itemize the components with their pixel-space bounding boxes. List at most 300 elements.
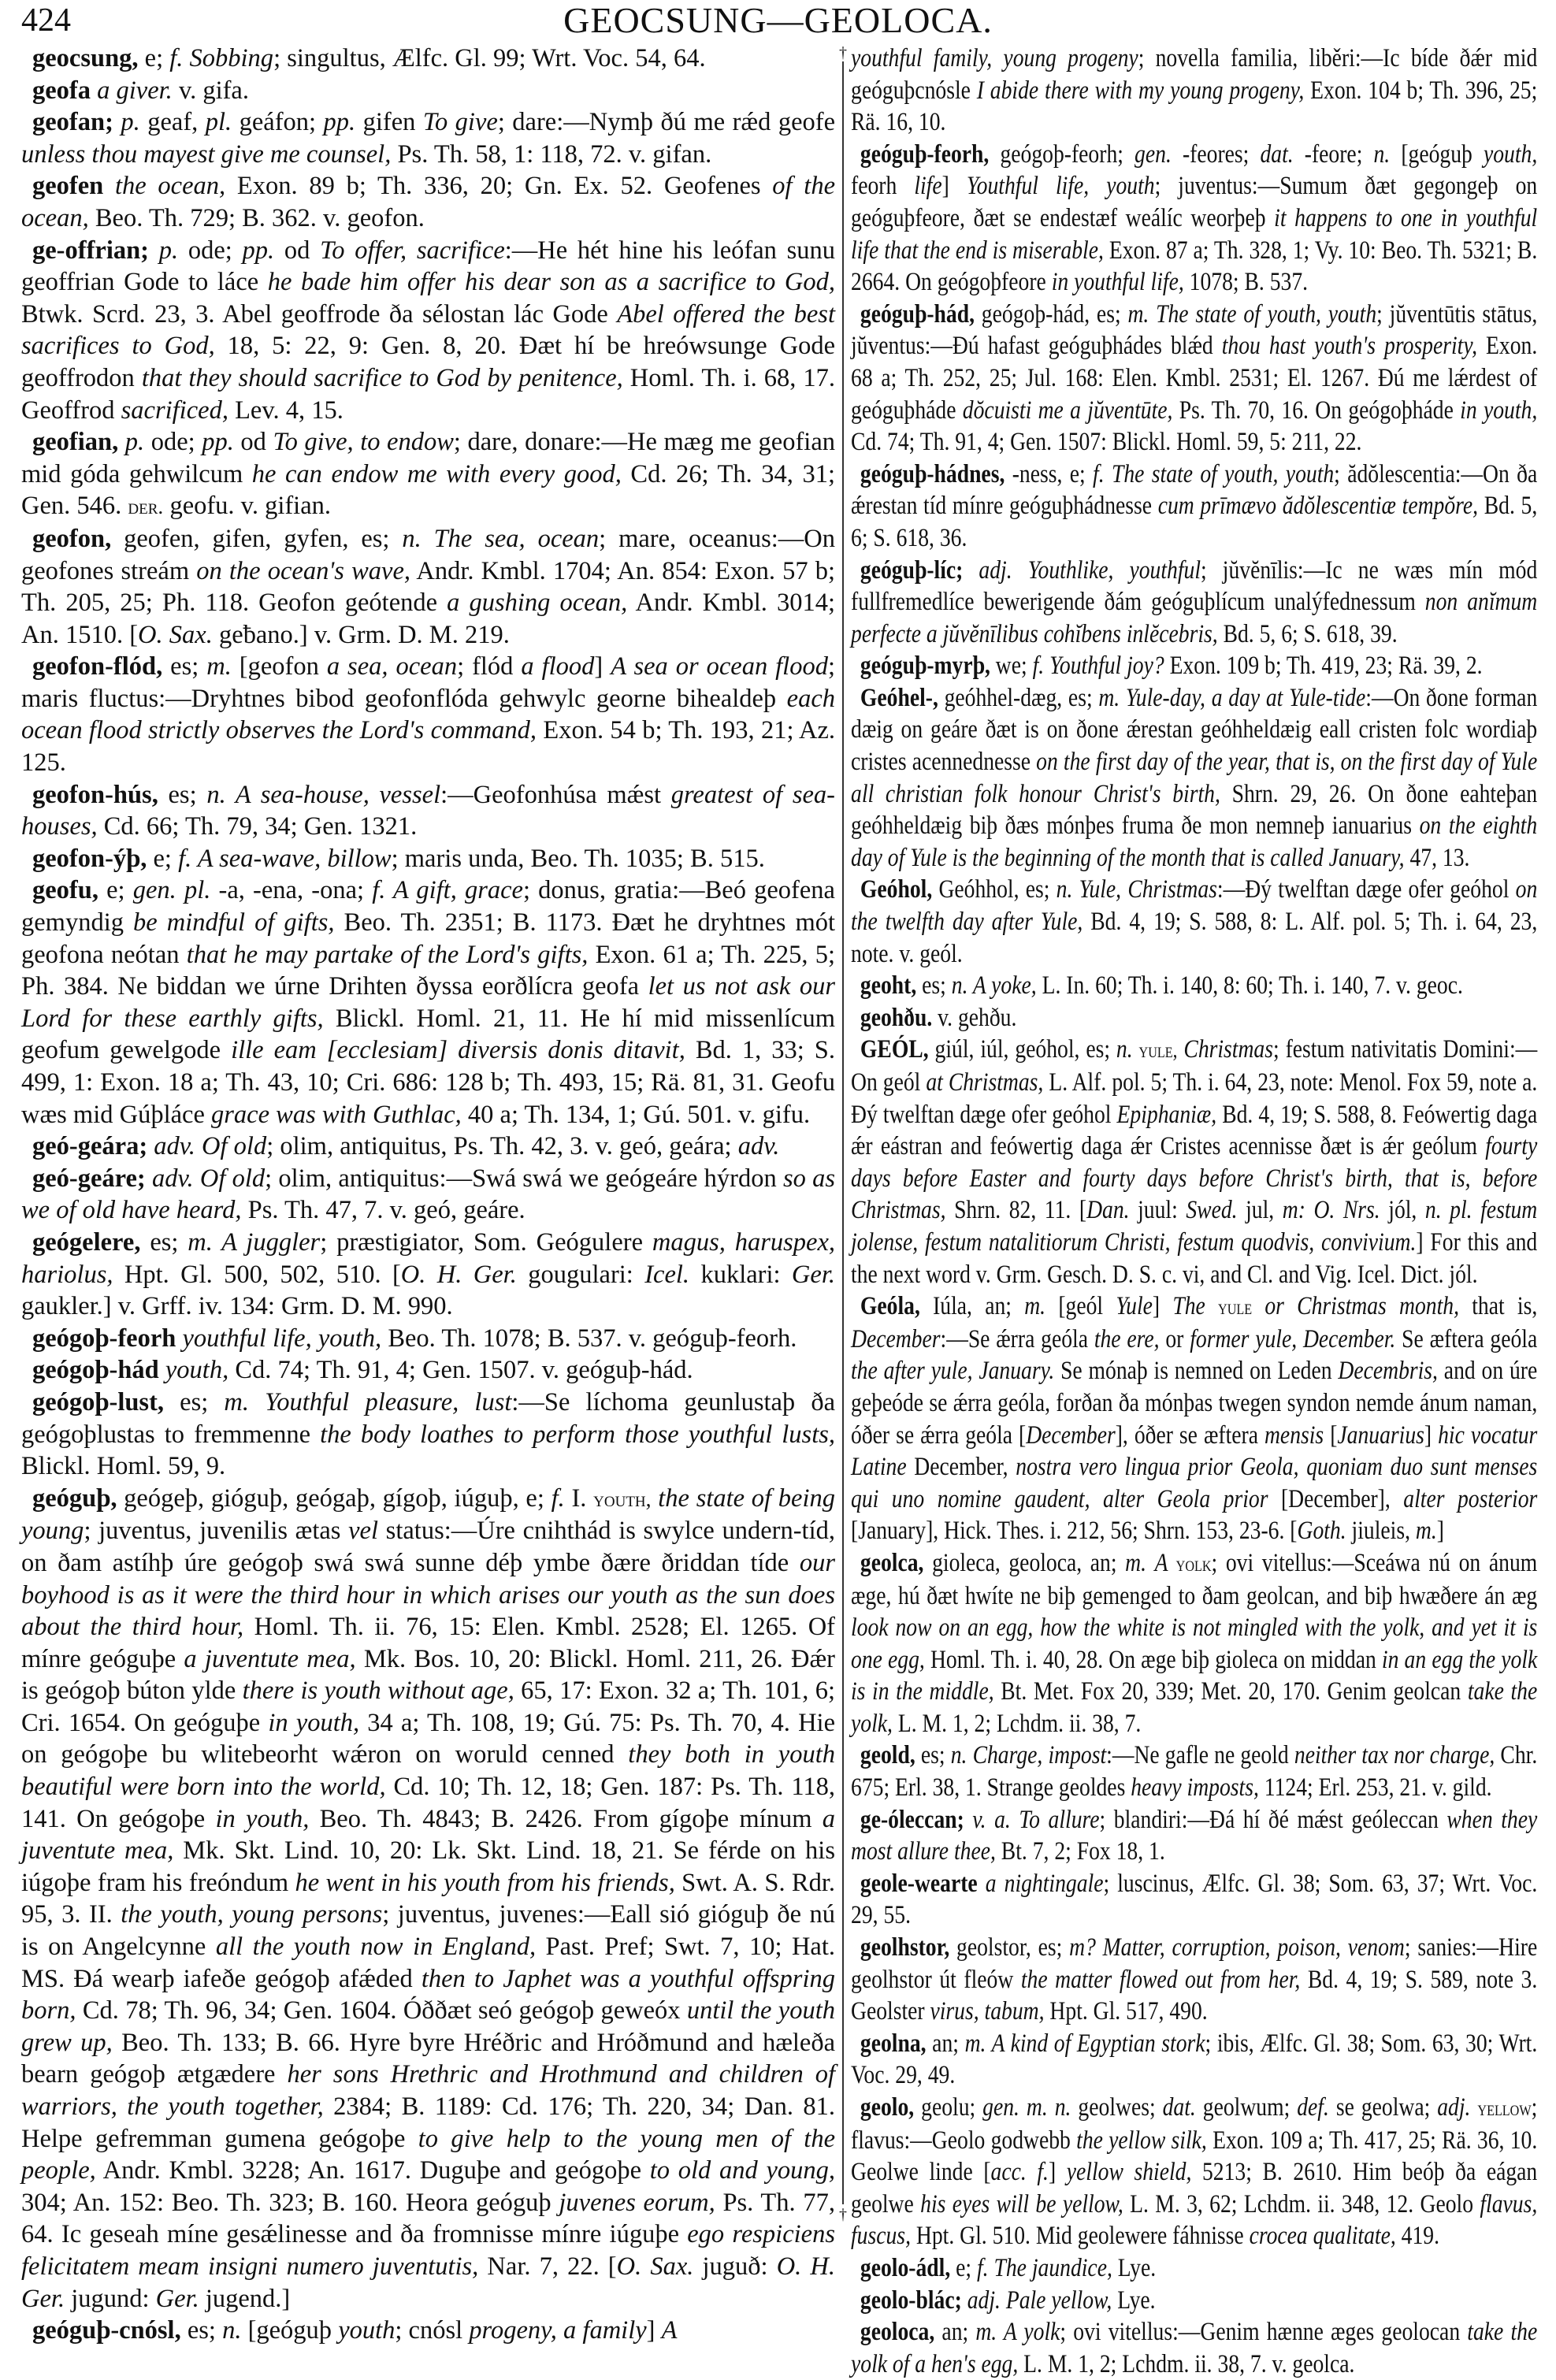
entry-text: ode;	[178, 236, 243, 265]
entry-text: Exon. 61 a; Th. 225, 5; Ph. 384. Ne biddan we úrne Drihten ðyssa eorðlícra geofa	[21, 940, 835, 1001]
entry-text: Homl. Th. ii. 76, 15: Elen. Kmbl. 2528; El. 1265. Of mínre geóguþe	[21, 1613, 835, 1673]
entry-text: Cd. 26; Th. 34, 31; Gen. 546.	[21, 459, 835, 521]
entry-text: ; festum nativitatis Domini:—On geól	[851, 1035, 1538, 1097]
gloss-text: so as we of old have heard,	[21, 1164, 836, 1225]
entry-text: juguð:	[693, 2252, 777, 2281]
gloss-text: Ger.	[155, 2284, 199, 2313]
gloss-text: ille eam [ecclesiam] diversis donis ditavit,	[231, 1036, 685, 1065]
entry-text: Bd. 4, 19; S. 589, note 3. Geolster	[851, 1965, 1538, 2026]
entry-text: Beo. Th. 1078; B. 537. v. geóguþ-feorh.	[381, 1324, 797, 1353]
entry-text: Se mónaþ is nemned on Leden	[1054, 1357, 1339, 1386]
gloss-text: adj. Youthlike, youthful	[963, 555, 1201, 585]
entry-text: 65, 17: Exon. 32 a; Th. 101, 6; Cri. 1654. On geóguþe	[21, 1676, 835, 1737]
dictionary-entry	[851, 970, 1537, 1002]
gloss-text: m.	[206, 652, 232, 681]
headword: geofian,	[32, 428, 119, 457]
entry-text: geógoþ-hád, es;	[974, 299, 1128, 329]
gloss-text: our boyhood is as it were the third hour in which arises our youth as the sun does about the third hour,	[21, 1548, 835, 1642]
headword: geógoþ-hád	[32, 1356, 159, 1385]
entry-text: ]	[594, 652, 611, 681]
entry-text: Cd. 78; Th. 96, 34; Gen. 1604. Óððæt seó geógoþ geweóx	[76, 1996, 687, 2025]
entry-text: Lye.	[1112, 2253, 1157, 2282]
entry-text: Beo. Th. 133; B. 66. Hyre byre Hréðric and Hróðmund and hæleða bearn geógoþ ætgædere	[21, 2028, 836, 2089]
headword: geofan;	[32, 108, 113, 137]
entry-text: ]	[1048, 2158, 1067, 2187]
gloss-text: on the ocean's wave,	[196, 556, 410, 585]
dictionary-entry	[851, 1804, 1537, 1868]
headword: geóguþ-hádnes,	[860, 459, 1005, 488]
headword: ge-offrian;	[32, 236, 149, 265]
entry-text: geolstor, es;	[949, 1933, 1070, 1962]
gloss-text: m.	[1415, 1517, 1437, 1546]
entry-text: L. Alf. pol. 5; Th. i. 64, 23, note: Menol. Fox 59, note a. Ðý twelftan dæge ofer geóhol	[851, 1068, 1538, 1129]
entry-text: jugund:	[65, 2284, 156, 2313]
gloss-text: to give help to the young men of the people,	[21, 2124, 836, 2185]
entry-text: ]	[1424, 1420, 1439, 1450]
divider-ornament-bottom: †	[839, 2206, 847, 2223]
entry-text: [geóguþ	[1390, 139, 1484, 169]
right-column	[851, 43, 1537, 2380]
entry-text: geƀano.] v. Grm. D. M. 219.	[212, 620, 510, 649]
entry-text: 1078; B. 537.	[1183, 268, 1309, 297]
entry-text: Cd. 10; Th. 12, 18; Gen. 187: Ps. Th. 118, 141. On geógoþe	[21, 1773, 835, 1833]
gloss-text: n.	[1116, 1035, 1133, 1064]
entry-text: ], óðer se æftera	[1115, 1420, 1264, 1450]
entry-text: ]	[941, 172, 967, 201]
entry-text: geáfon;	[232, 108, 324, 137]
gloss-text: non anĭmum perfecte a jŭvĕnīlibus cohĭbens inlĕcebris,	[851, 588, 1538, 648]
gloss-text: pp.	[242, 236, 275, 265]
gloss-text: adv. Of old	[145, 1164, 266, 1193]
entry-text: geolu;	[914, 2093, 983, 2122]
small-caps-text: yellow	[1477, 2096, 1532, 2120]
gloss-text: juvenes eorum,	[559, 2188, 715, 2217]
gloss-text: the ocean,	[103, 172, 226, 201]
entry-text: :—Ne gafle ne geold	[1106, 1741, 1294, 1770]
entry-text: ; olim, antiquitus:—Swá swá we geógeáre hýrdon	[265, 1164, 783, 1193]
entry-text: Shrn. 29, 26. On ðone eahteþan geóhheldæig biþ ðæs mónþes fruma ðe mon nemneþ ianuarius	[851, 779, 1538, 841]
headword: geolna,	[860, 2029, 927, 2058]
entry-text: Swt. A. S. Rdr. 95, 3. II.	[21, 1868, 835, 1929]
gloss-text: f. The state of youth, youth	[1093, 459, 1335, 488]
gloss-text: all the youth now in England,	[215, 1933, 537, 1962]
gloss-text: unless thou mayest give me counsel,	[21, 139, 392, 169]
entry-text: ; dare, donare:—He mæg me geofian mid góda gehwilcum	[21, 428, 835, 488]
entry-text: Beo. Th. 729; B. 362. v. geofon.	[88, 203, 425, 232]
gloss-text: magus, haruspex, hariolus,	[21, 1227, 836, 1289]
dictionary-entry	[851, 2285, 1537, 2317]
gloss-text: dat.	[1162, 2093, 1196, 2122]
gloss-text: in youth,	[215, 1804, 310, 1833]
entry-text: giúl, iúl, geóhol, es;	[928, 1035, 1116, 1064]
gloss-text: until the youth grew up,	[21, 1996, 835, 2057]
entry-text: Andr. Kmbl. 3228; An. 1617. Duguþe and geógoþe	[95, 2156, 650, 2185]
small-caps-text: yolk	[1175, 1550, 1212, 1576]
gloss-text: December	[851, 1324, 941, 1353]
gloss-text: the youth, young persons	[121, 1900, 383, 1929]
gloss-text: sacrificed,	[121, 395, 228, 425]
gloss-text: m. Yule-day, a day at Yule-tide	[1098, 683, 1366, 712]
dictionary-entry	[21, 1387, 835, 1483]
gloss-text: he bade him offer his dear son as a sacrifice to God,	[267, 268, 835, 297]
dictionary-entry	[851, 2092, 1537, 2252]
gloss-text: acc. f.	[990, 2158, 1049, 2187]
gloss-text: in youth,	[1460, 395, 1538, 425]
dictionary-entry	[851, 1868, 1537, 1932]
entry-text: Cd. 74; Th. 91, 4; Gen. 1507. v. geóguþ-hád.	[228, 1356, 693, 1385]
entry-text: ; ibis, Ælfc. Gl. 38; Som. 63, 30; Wrt. Voc. 29, 49.	[851, 2029, 1538, 2090]
headword: geofon-ýþ,	[32, 844, 147, 873]
headword: geóguþ-cnósl,	[32, 2316, 181, 2345]
gloss-text: a nightingale	[977, 1869, 1104, 1898]
gloss-text: on the twelfth day after Yule,	[851, 875, 1538, 937]
entry-text: status:—Úre cnihthád is swylce undern-tíd, on ðam astíhþ úre geógoþ swá swá sunne déþ ymbe ðære ðriddan tíde	[21, 1517, 835, 1577]
gloss-text: crocea qualitate,	[1249, 2222, 1396, 2251]
entry-text: Shrn. 82, 11. [	[945, 1196, 1087, 1225]
dictionary-entry	[21, 43, 835, 75]
small-caps-text: yule,	[1138, 1038, 1178, 1063]
entry-text: Bd. 5, 6; S. 618, 36.	[851, 492, 1538, 552]
headword: geold,	[860, 1741, 915, 1770]
dictionary-entry	[21, 843, 835, 875]
entry-text: 5213; B. 2610. Him beóþ ða eágan geolwe	[851, 2158, 1538, 2218]
headword: geolo-ádl,	[860, 2253, 951, 2282]
dictionary-entry	[851, 1002, 1537, 1034]
entry-text: ]	[646, 2316, 662, 2345]
entry-text: Beo. Th. 4843; B. 2426. From gígoþe mínum	[309, 1804, 823, 1833]
gloss-text: m? Matter, corruption, poison, venom	[1069, 1933, 1405, 1962]
gloss-text: Ger.	[791, 1260, 835, 1289]
entry-text: Andr. Kmbl. 1704; An. 854: Exon. 57 b; Th. 205, 25; Ph. 118. Geofon geótende	[21, 556, 836, 618]
gloss-text: mensis	[1264, 1420, 1324, 1450]
gloss-text: each ocean flood strictly observes the Lord's command,	[21, 684, 835, 745]
entry-text: :—Ðý twelftan dæge ofer geóhol	[1216, 875, 1516, 904]
gloss-text: adj.	[1437, 2093, 1471, 2122]
entry-text: Exon. 68 a; Th. 252, 25; Jul. 168: Elen. Kmbl. 2531; El. 1267. Ðú me lǽrdest of geóguþháde	[851, 332, 1538, 425]
entry-text: ; juventus, juvenilis ætas	[84, 1517, 349, 1546]
entry-text: geóhhel-dæg, es;	[938, 683, 1099, 712]
entry-text: 47, 13.	[1404, 843, 1470, 872]
gloss-text: a juventute mea,	[21, 1804, 836, 1866]
gloss-text: grace was with Guthlac,	[211, 1100, 462, 1129]
headword: geógoþ-lust,	[32, 1387, 165, 1416]
entry-text: [January], Hick. Thes. i. 212, 56; Shrn. 153, 23-6. [	[851, 1517, 1298, 1546]
entry-text: ; ovi vitellus:—Genim hænne æges geolocan	[1060, 2318, 1468, 2347]
gloss-text: let us not ask our Lord for these earthly gifts,	[21, 972, 836, 1033]
entry-text: Bd. 4, 19; S. 588, 8: L. Alf. pol. 5; Th. i. 64, 23, note. v. geól.	[851, 908, 1538, 968]
entry-text: Se æftera geóla	[1395, 1324, 1538, 1353]
entry-text: Hpt. Gl. 500, 502, 510. [	[113, 1260, 401, 1289]
gloss-text: youthful family, young progeny	[851, 44, 1138, 72]
gloss-text: m. A yolk	[975, 2318, 1060, 2347]
page-number: 424	[21, 2, 71, 39]
entry-text: Btwk. Scrd. 23, 3. Abel geoffrode ða sélostan lác Gode	[21, 299, 618, 329]
dictionary-entry	[21, 1354, 835, 1387]
dictionary-entry	[21, 2315, 835, 2347]
gloss-text: Epiphaniæ,	[1116, 1100, 1217, 1129]
gloss-text: O. Sax.	[138, 620, 213, 649]
gloss-text: pp.	[323, 108, 356, 137]
dictionary-entry	[21, 1483, 835, 2315]
entry-text: es;	[916, 971, 952, 1001]
gloss-text: The	[1172, 1292, 1219, 1321]
gloss-text: alter posterior	[1403, 1484, 1538, 1513]
entry-text: geolwum;	[1195, 2093, 1298, 2122]
entry-text: ]	[1436, 1517, 1444, 1546]
entry-text: :—Geofonhúsa mǽst	[440, 780, 671, 809]
gloss-text: adv. Of old	[147, 1132, 267, 1161]
gloss-text: he went in his youth from his friends,	[295, 1868, 675, 1897]
dictionary-entry	[21, 1323, 835, 1355]
entry-text: -feore;	[1293, 139, 1374, 169]
entry-text: -ness, e;	[1005, 459, 1094, 488]
entry-text: gioleca, geoloca, an;	[923, 1548, 1126, 1577]
gloss-text: in youth,	[268, 1708, 360, 1737]
entry-text: geolwes;	[1071, 2093, 1163, 2122]
headword: geoht,	[860, 971, 917, 1001]
entry-text: Andr. Kmbl. 3014; An. 1510. [	[21, 589, 835, 649]
gloss-text: in youthful life,	[1051, 268, 1184, 297]
dictionary-entry	[21, 235, 835, 427]
entry-text: Mk. Bos. 10, 20: Blickl. Homl. 211, 26. Ðǽr is geógoþ búton ylde	[21, 1644, 835, 1706]
entry-text: ; jŭventūtis stātus, jŭventus:—Ðú hafast geóguþhádes blǽd	[851, 299, 1538, 361]
entry-text: jól,	[1380, 1196, 1425, 1225]
entry-text: Chr. 675; Erl. 38, 1. Strange geoldes	[851, 1741, 1538, 1803]
gloss-text: ego respiciens felicitatem meam insigni numero juventutis,	[21, 2220, 835, 2281]
dictionary-entry	[851, 1034, 1537, 1290]
dictionary-entry	[851, 139, 1537, 299]
gloss-text: the ere,	[1094, 1324, 1160, 1353]
entry-text: ; luscinus, Ælfc. Gl. 38; Som. 63, 37; Wrt. Voc. 29, 55.	[851, 1869, 1538, 1930]
dictionary-entry	[851, 555, 1537, 651]
entry-text: ; flavus:—Geolo godwebb	[851, 2093, 1538, 2155]
entry-text: Hpt. Gl. 510. Mid geolewere fáhnisse	[910, 2222, 1250, 2251]
entry-text: feorh	[851, 172, 915, 201]
gloss-text: gen. m. n.	[982, 2093, 1071, 2122]
entry-text: 34 a; Th. 108, 19; Gú. 75: Ps. Th. 70, 4. Hie on geógoþe bu wlitebeorht wǽron on woruld cenned	[21, 1708, 836, 1769]
gloss-text: p.	[113, 108, 140, 137]
entry-text: an;	[926, 2029, 965, 2058]
entry-text: e;	[147, 844, 179, 873]
entry-text: Homl. Th. i. 68, 17. Geoffrod	[21, 363, 836, 425]
dictionary-entry	[851, 1290, 1537, 1547]
gloss-text: def.	[1297, 2093, 1329, 2122]
dictionary-entry	[851, 1932, 1537, 2028]
entry-text: 419.	[1395, 2222, 1440, 2251]
entry-text: geaf,	[139, 108, 206, 137]
entry-text: Mk. Skt. Lind. 10, 20: Lk. Skt. Lind. 18, 21. Se férde on his iúgoþe fram his freóndum	[21, 1836, 835, 1897]
entry-text: Exon. 54 b; Th. 193, 21; Az. 125.	[21, 716, 836, 778]
entry-text: es;	[140, 1227, 188, 1257]
gloss-text: hic vocatur Latine	[851, 1420, 1538, 1482]
entry-text: 18, 5: 22, 9: Gen. 8, 20. Ðæt hí be hreówsunge Gode geoffrodon	[21, 332, 836, 392]
gloss-text: thou hast youth's prosperity,	[1221, 332, 1477, 361]
dictionary-entry	[851, 1547, 1537, 1740]
gloss-text: O. H. Ger.	[21, 2252, 836, 2313]
headword: geó-geára;	[32, 1132, 148, 1161]
gloss-text: A	[1154, 1548, 1176, 1577]
gloss-text: that they should sacrifice to God by penitence,	[141, 363, 623, 392]
headword: geofa	[32, 76, 91, 105]
entry-text: ; juventus, juvenes:—Eall sió gióguþ ðe nú is on Angelcynne	[21, 1900, 836, 1962]
headword: geógoþ-feorh	[32, 1324, 176, 1353]
gloss-text: the state of being young	[21, 1483, 836, 1546]
gloss-text: Goth.	[1297, 1517, 1346, 1546]
entry-text: ; olim, antiquitus, Ps. Th. 42, 3. v. geó, geára;	[266, 1132, 738, 1161]
gloss-text: to old and young,	[649, 2156, 835, 2185]
entry-text: ; maris fluctus:—Dryhtnes bibod geofonflóda gehwylc georne bihealdeþ	[21, 652, 835, 713]
gloss-text: life	[914, 172, 942, 201]
headword: geofon-hús,	[32, 780, 158, 809]
gloss-text: Januarius	[1337, 1420, 1424, 1450]
entry-text: ; singultus, Ælfc. Gl. 99; Wrt. Voc. 54, 64.	[273, 44, 706, 72]
gloss-text: O. Sax.	[616, 2252, 694, 2281]
gloss-text: gen.	[1135, 139, 1172, 169]
gloss-text: heavy imposts,	[1131, 1773, 1259, 1803]
gloss-text: youth,	[1483, 139, 1538, 169]
headword: geóguþ-líc;	[860, 555, 964, 585]
headword: geolhstor,	[860, 1933, 950, 1962]
gloss-text: f. A sea-wave, billow	[178, 844, 392, 873]
entry-text: Exon. 104 b; Th. 396, 25; Rä. 16, 10.	[851, 76, 1538, 137]
gloss-text: f.	[551, 1483, 565, 1513]
dictionary-entry	[851, 459, 1537, 555]
entry-text	[1470, 2093, 1477, 2122]
headword: geofon,	[32, 524, 112, 553]
entry-text: ; dare:—Nymþ ðú me rǽd geofe	[497, 108, 835, 137]
entry-text: geofen, gifen, gyfen, es;	[111, 524, 403, 553]
headword: geóguþ,	[32, 1483, 117, 1513]
gloss-text: n. pl. festum jolense, festum natalitiorum Christi, festum quodvis, convivium.	[851, 1196, 1538, 1257]
headword: geole-wearte	[860, 1869, 978, 1898]
entry-text: Iúla, an;	[919, 1292, 1025, 1321]
gloss-text: or Christmas month,	[1252, 1292, 1459, 1321]
gloss-text: it happens to one in youthful life that the end is miserable,	[851, 203, 1538, 265]
gloss-text: a sea, ocean	[326, 652, 458, 681]
gloss-text: neither tax nor charge,	[1294, 1741, 1495, 1770]
dictionary-entry	[21, 1131, 835, 1163]
entry-text: ; ovi vitellus:—Sceáwa nú on ánum æge, hú ðæt hwíte ne biþ gemenged to ðam geolcan, and biþ hwæðere án æg	[851, 1548, 1538, 1610]
entry-text: Lev. 4, 15.	[228, 395, 344, 425]
entry-text: :—Se líchoma geunlustaþ ða geógoþlustas to fremmenne	[21, 1387, 835, 1449]
gloss-text: n.	[1373, 139, 1391, 169]
gloss-text: a gushing ocean,	[447, 589, 628, 618]
gloss-text: the body loathes to perform those youthful lusts,	[320, 1420, 835, 1449]
gloss-text: m. A juggler	[188, 1227, 321, 1257]
entry-text: we;	[990, 652, 1033, 681]
dictionary-entry	[851, 650, 1537, 682]
gloss-text: Christmas	[1177, 1035, 1274, 1064]
entry-text: [geóguþ	[241, 2316, 339, 2345]
entry-text: ; præstigiator, Som. Geógulere	[320, 1227, 652, 1257]
dictionary-entry	[851, 874, 1537, 970]
small-caps-text: yule	[1218, 1294, 1253, 1320]
entry-text: ]	[1152, 1292, 1173, 1321]
entry-text: juul:	[1129, 1196, 1186, 1225]
headword: geoloca,	[860, 2318, 935, 2347]
entry-text: Cd. 74; Th. 91, 4; Gen. 1507: Blickl. Homl. 59, 5: 211, 22.	[851, 428, 1362, 457]
entry-text: ; novella familia, liběri:—Ic bíde ðǽr mid geóguþcnósle	[851, 44, 1538, 105]
entry-text: :—He hét hine his leófan sunu geoffrian Gode to láce	[21, 236, 836, 297]
gloss-text: progeny, a family	[469, 2316, 647, 2345]
entry-text: Ps. Th. 77, 64. Ic geseah míne gesǽlinesse and ða fromnisse mínre iúguþe	[21, 2188, 835, 2249]
entry-text: :—On ðone forman dæig on geáre ðæt is on ðone ǽrestan geóhheldæig eall cristen folc wordiaþ cristes acennednesse	[851, 683, 1538, 777]
gloss-text: a juventute mea,	[184, 1644, 356, 1673]
entry-text: od	[274, 236, 321, 265]
gloss-text: nostra vero lingua prior Geola, quoniam duo sunt menses qui uno nomine gaudent, alter Geola prior	[851, 1453, 1538, 1513]
headword: geolca,	[860, 1548, 924, 1577]
dictionary-entry	[21, 1227, 835, 1323]
entry-text: geofu. v. gifian.	[163, 492, 332, 521]
left-column	[21, 43, 835, 2347]
dictionary-entry	[851, 2028, 1537, 2092]
gloss-text: m. Youthful pleasure, lust	[224, 1387, 512, 1416]
gloss-text: youthful life, youth,	[176, 1324, 382, 1353]
dictionary-entry	[21, 106, 835, 170]
gloss-text: Abel offered the best sacrifices to God,	[21, 299, 835, 361]
gloss-text: To give	[422, 108, 498, 137]
gloss-text: youth	[338, 2316, 395, 2345]
entry-text: ; flód	[457, 652, 522, 681]
entry-text: December,	[906, 1453, 1016, 1482]
entry-text: ; sanies:—Hire geolhstor út fleów	[851, 1933, 1538, 1994]
entry-text: Ps. Th. 70, 16. On geógoþháde	[1172, 395, 1461, 425]
gloss-text: take the yolk of a hen's egg,	[851, 2318, 1538, 2378]
entry-text: Bd. 1, 33; S. 499, 1: Exon. 18 a; Th. 43, 10; Cri. 686: 128 b; Th. 493, 15; Rä. 81, 31. Geofu wæs mid Gúþláce	[21, 1036, 835, 1129]
gloss-text: m. A kind of Egyptian stork	[964, 2029, 1205, 2058]
headword: geolo-blác;	[860, 2285, 962, 2315]
gloss-text: Icel.	[644, 1260, 690, 1289]
entry-text: Hpt. Gl. 517, 490.	[1044, 1997, 1208, 2026]
gloss-text: n. Charge, impost	[950, 1741, 1107, 1770]
entry-text: Blickl. Homl. 21, 11. He hí mid missenlícum geofum gewelgode	[21, 1004, 836, 1065]
gloss-text: Yule	[1116, 1292, 1153, 1321]
gloss-text: Youthful life, youth	[966, 172, 1155, 201]
dictionary-entry	[851, 1740, 1537, 1803]
entry-text: kuklari:	[689, 1260, 792, 1289]
gloss-text: n. A sea-house, vessel	[206, 780, 441, 809]
gloss-text: p.	[149, 236, 179, 265]
dictionary-entry	[21, 651, 835, 778]
gloss-text: they both in youth beautiful were born into the world,	[21, 1740, 835, 1802]
entry-text: e;	[98, 876, 133, 905]
divider-ornament-top: †	[839, 44, 847, 61]
gloss-text: a flood	[521, 652, 595, 681]
gloss-text: vel	[348, 1517, 379, 1546]
gloss-text: adj. Pale yellow,	[961, 2285, 1112, 2315]
headword: geógelere,	[32, 1227, 141, 1257]
small-caps-text: youth,	[593, 1486, 652, 1511]
gloss-text: m.	[1125, 1548, 1147, 1577]
entry-text: 304; An. 152: Beo. Th. 323; B. 160. Heora geóguþ	[21, 2188, 559, 2217]
dictionary-entry	[851, 299, 1537, 459]
entry-text: Bt. Met. Fox 20, 339; Met. 20, 170. Genim geolcan	[993, 1677, 1468, 1706]
dictionary-entry	[21, 523, 835, 651]
entry-text: v. gifa.	[172, 76, 249, 105]
headword: ge-óleccan;	[860, 1805, 964, 1834]
entry-text: Ps. Th. 58, 1: 118, 72. v. gifan.	[391, 139, 712, 169]
entry-text: e;	[138, 44, 170, 72]
headword: geóguþ-feorh,	[860, 139, 990, 169]
column-divider	[842, 61, 844, 2204]
entry-text: Ps. Th. 47, 7. v. geó, geáre.	[241, 1196, 525, 1225]
entry-text: Blickl. Homl. 59, 9.	[21, 1452, 226, 1481]
headword: Geóla,	[860, 1292, 920, 1321]
gloss-text: pp.	[202, 428, 234, 457]
gloss-text: then to Japhet was a youthful offspring born,	[21, 1964, 835, 2025]
headword: geolo,	[860, 2093, 915, 2122]
gloss-text: pl.	[205, 108, 232, 137]
